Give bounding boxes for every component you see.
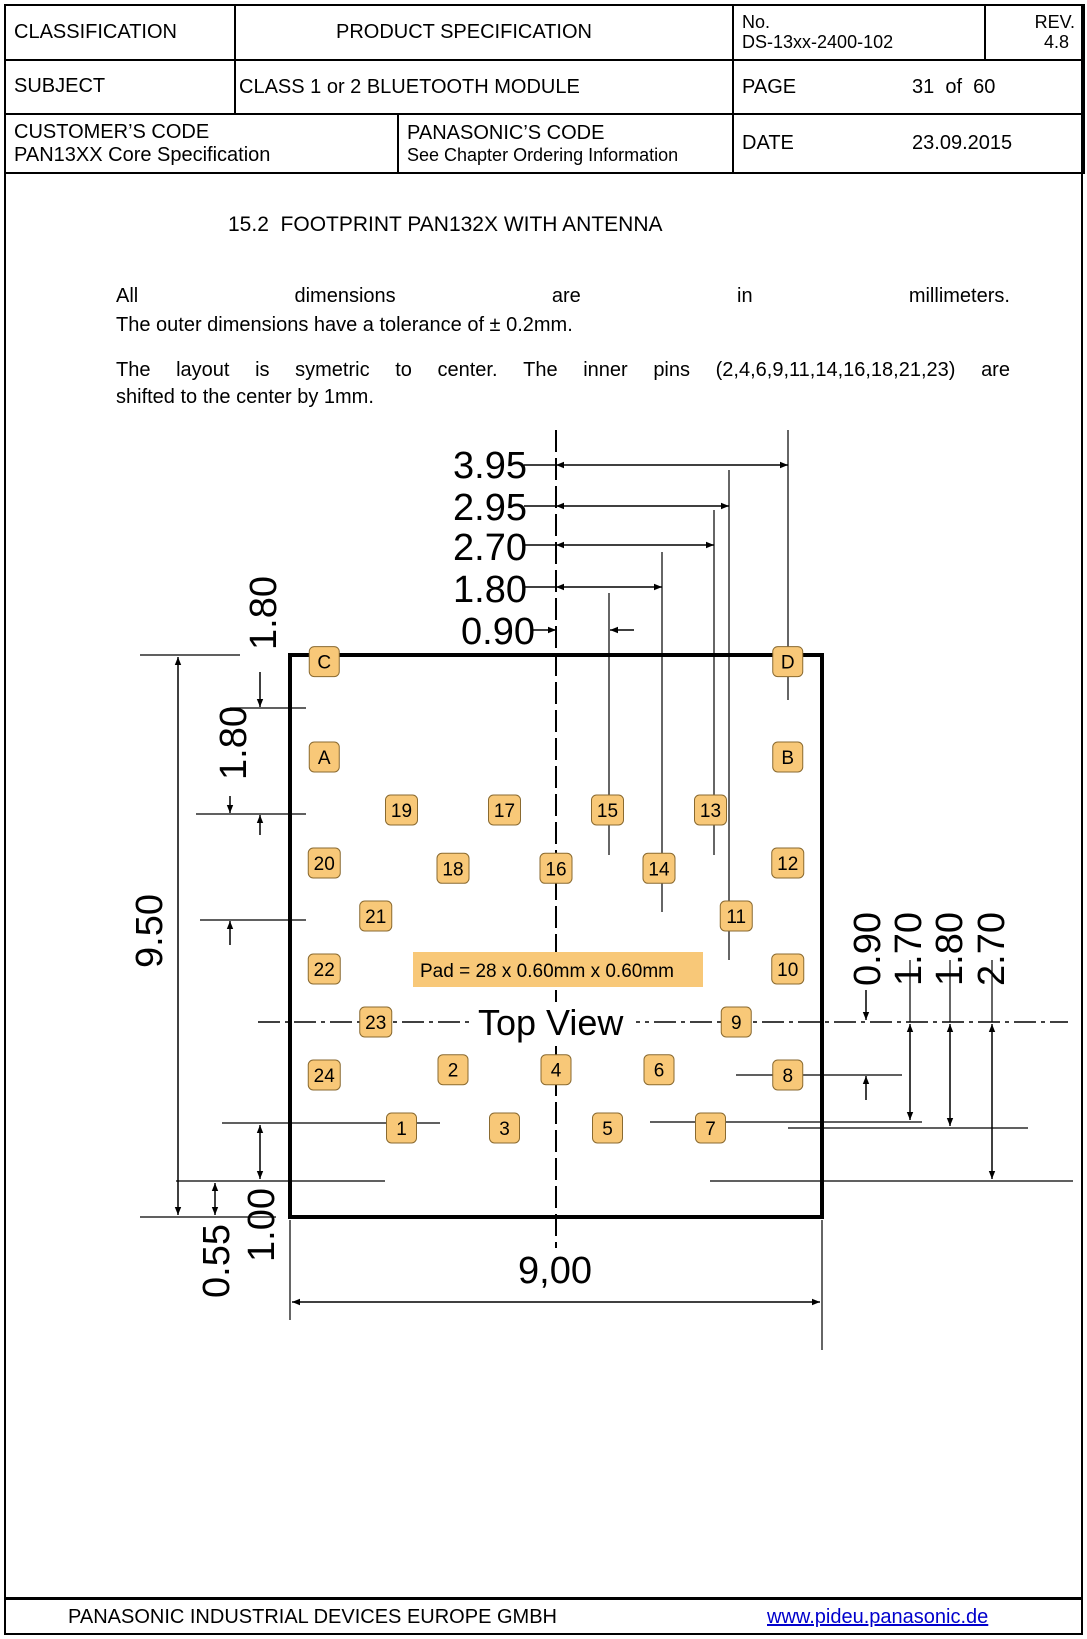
customer-code-value: PAN13XX Core Specification [14, 143, 271, 166]
pad-label: 9 [730, 1013, 742, 1034]
subject-value: CLASS 1 or 2 BLUETOOTH MODULE [239, 75, 580, 98]
top-dimensions [453, 430, 788, 960]
pad-2 [438, 1055, 468, 1085]
pad-label: 7 [705, 1119, 716, 1140]
pad-label: 21 [365, 907, 387, 928]
classification-value: PRODUCT SPECIFICATION [235, 5, 733, 60]
document-number-label: No. [742, 12, 771, 33]
left-dimensions [129, 576, 440, 1298]
bottom-dimension [290, 1220, 822, 1350]
word: (2,4,6,9,11,14,16,18,21,23) [715, 359, 956, 381]
pad-label: 5 [602, 1119, 613, 1140]
pad-label: 11 [726, 907, 747, 928]
pad-16 [540, 853, 572, 883]
pad-label: 3 [499, 1119, 510, 1140]
pad-label: 18 [442, 859, 464, 881]
dim-0-90-top: 0.90 [461, 611, 535, 653]
pad-20 [308, 848, 340, 878]
pad-4 [541, 1055, 571, 1085]
word: to [395, 359, 412, 381]
word: are [551, 285, 581, 307]
dim-9-50: 9.50 [129, 894, 171, 968]
pad-A [309, 742, 339, 772]
pad-8 [773, 1060, 803, 1090]
pad-label: 13 [699, 801, 722, 822]
dim-3-95: 3.95 [453, 445, 527, 487]
pad-18 [437, 853, 469, 883]
panasonic-code-label: PANASONIC’S CODE [407, 121, 605, 144]
section-title: FOOTPRINT PAN132X WITH ANTENNA [280, 213, 663, 236]
dim-0-55: 0.55 [196, 1224, 238, 1298]
pad-label: 14 [648, 859, 670, 881]
dim-1-80-top: 1.80 [453, 569, 527, 611]
pad-label: 16 [545, 859, 567, 881]
pad-label: A [317, 748, 331, 769]
pad-label: B [781, 748, 795, 769]
pad-13 [695, 795, 727, 825]
website-link[interactable]: www.pideu.panasonic.de [767, 1606, 989, 1628]
pad-23 [360, 1007, 392, 1037]
pad-B [773, 742, 803, 772]
pad-label: 22 [313, 960, 335, 981]
word: millimeters. [908, 285, 1010, 307]
pad-label: 6 [653, 1060, 665, 1082]
pad-12 [772, 848, 804, 878]
pad-label: 1 [396, 1119, 407, 1140]
pad-label: 8 [782, 1066, 794, 1087]
dim-2-95: 2.95 [453, 487, 527, 529]
word: layout [176, 359, 230, 381]
date-label: DATE [742, 132, 794, 155]
dim-1-00: 1.00 [241, 1188, 283, 1262]
customer-code-label: CUSTOMER’S CODE [14, 120, 210, 143]
dim-1-80-right: 1.80 [929, 912, 971, 986]
word: pins [653, 359, 691, 381]
word: The [523, 359, 558, 381]
word: All [116, 285, 139, 307]
classification-label: CLASSIFICATION [5, 5, 235, 60]
pad-5 [593, 1113, 623, 1143]
dim-2-70-right: 2.70 [971, 912, 1013, 986]
section-number: 15.2 [228, 213, 269, 236]
pad-label: 23 [365, 1013, 387, 1034]
pad-label: 15 [596, 801, 619, 822]
pad-label: 24 [313, 1066, 335, 1087]
pad-label: 12 [777, 854, 799, 875]
pad-D [773, 647, 803, 677]
pad-label: C [317, 652, 332, 674]
dim-9-00: 9,00 [518, 1250, 592, 1292]
pad-label: 17 [493, 801, 516, 822]
pad-11 [720, 901, 752, 931]
pad-label: 10 [777, 960, 799, 981]
shift-line: shifted to the center by 1mm. [116, 386, 374, 408]
pad-7 [696, 1113, 726, 1143]
page-label: PAGE [742, 75, 797, 98]
word: The [116, 359, 151, 381]
word: are [981, 359, 1010, 381]
word: in [737, 285, 753, 307]
pad-9 [721, 1007, 751, 1037]
word: symetric [295, 359, 370, 381]
revision-value: 4.8 [1043, 32, 1070, 53]
revision-label: REV. [1034, 12, 1076, 33]
pad-C [309, 647, 339, 677]
dim-1-70: 1.70 [888, 912, 930, 986]
pad-19 [386, 795, 418, 825]
panasonic-code-value: See Chapter Ordering Information [407, 144, 679, 165]
pad-note: Pad = 28 x 0.60mm x 0.60mm [420, 961, 674, 982]
pad-24 [308, 1060, 340, 1090]
pad-14 [643, 853, 675, 883]
dim-2-70: 2.70 [453, 527, 527, 569]
dim-1-80-left: 1.80 [213, 706, 255, 780]
document-footer [4, 1597, 1083, 1635]
document-number: DS-13xx-2400-102 [742, 32, 894, 53]
pad-label: 20 [313, 854, 335, 875]
pad-15 [592, 795, 624, 825]
word: dimensions [294, 285, 396, 307]
pad-label: D [780, 652, 795, 674]
pad-3 [490, 1113, 520, 1143]
word: is [255, 359, 270, 381]
subject-label: SUBJECT [5, 60, 235, 115]
pad-10 [772, 954, 804, 984]
pad-22 [308, 954, 340, 984]
word: inner [583, 359, 628, 381]
pad-17 [489, 795, 521, 825]
word: center. [437, 359, 498, 381]
dim-1-80-left-top: 1.80 [243, 576, 285, 650]
top-view-label: Top View [478, 1002, 624, 1043]
pad-6 [644, 1055, 674, 1085]
tolerance-line: The outer dimensions have a tolerance of ± 0.2mm. [116, 314, 573, 336]
pad-label: 4 [550, 1060, 562, 1082]
dim-0-90-right: 0.90 [847, 912, 889, 986]
pad-label: 19 [390, 801, 413, 822]
pad-21 [360, 901, 392, 931]
date-value: 23.09.2015 [912, 132, 1013, 155]
company-name: PANASONIC INDUSTRIAL DEVICES EUROPE GMBH [68, 1606, 557, 1628]
pad-1 [387, 1113, 417, 1143]
page-number: 31 of 60 [912, 75, 996, 98]
pad-label: 2 [447, 1060, 459, 1082]
